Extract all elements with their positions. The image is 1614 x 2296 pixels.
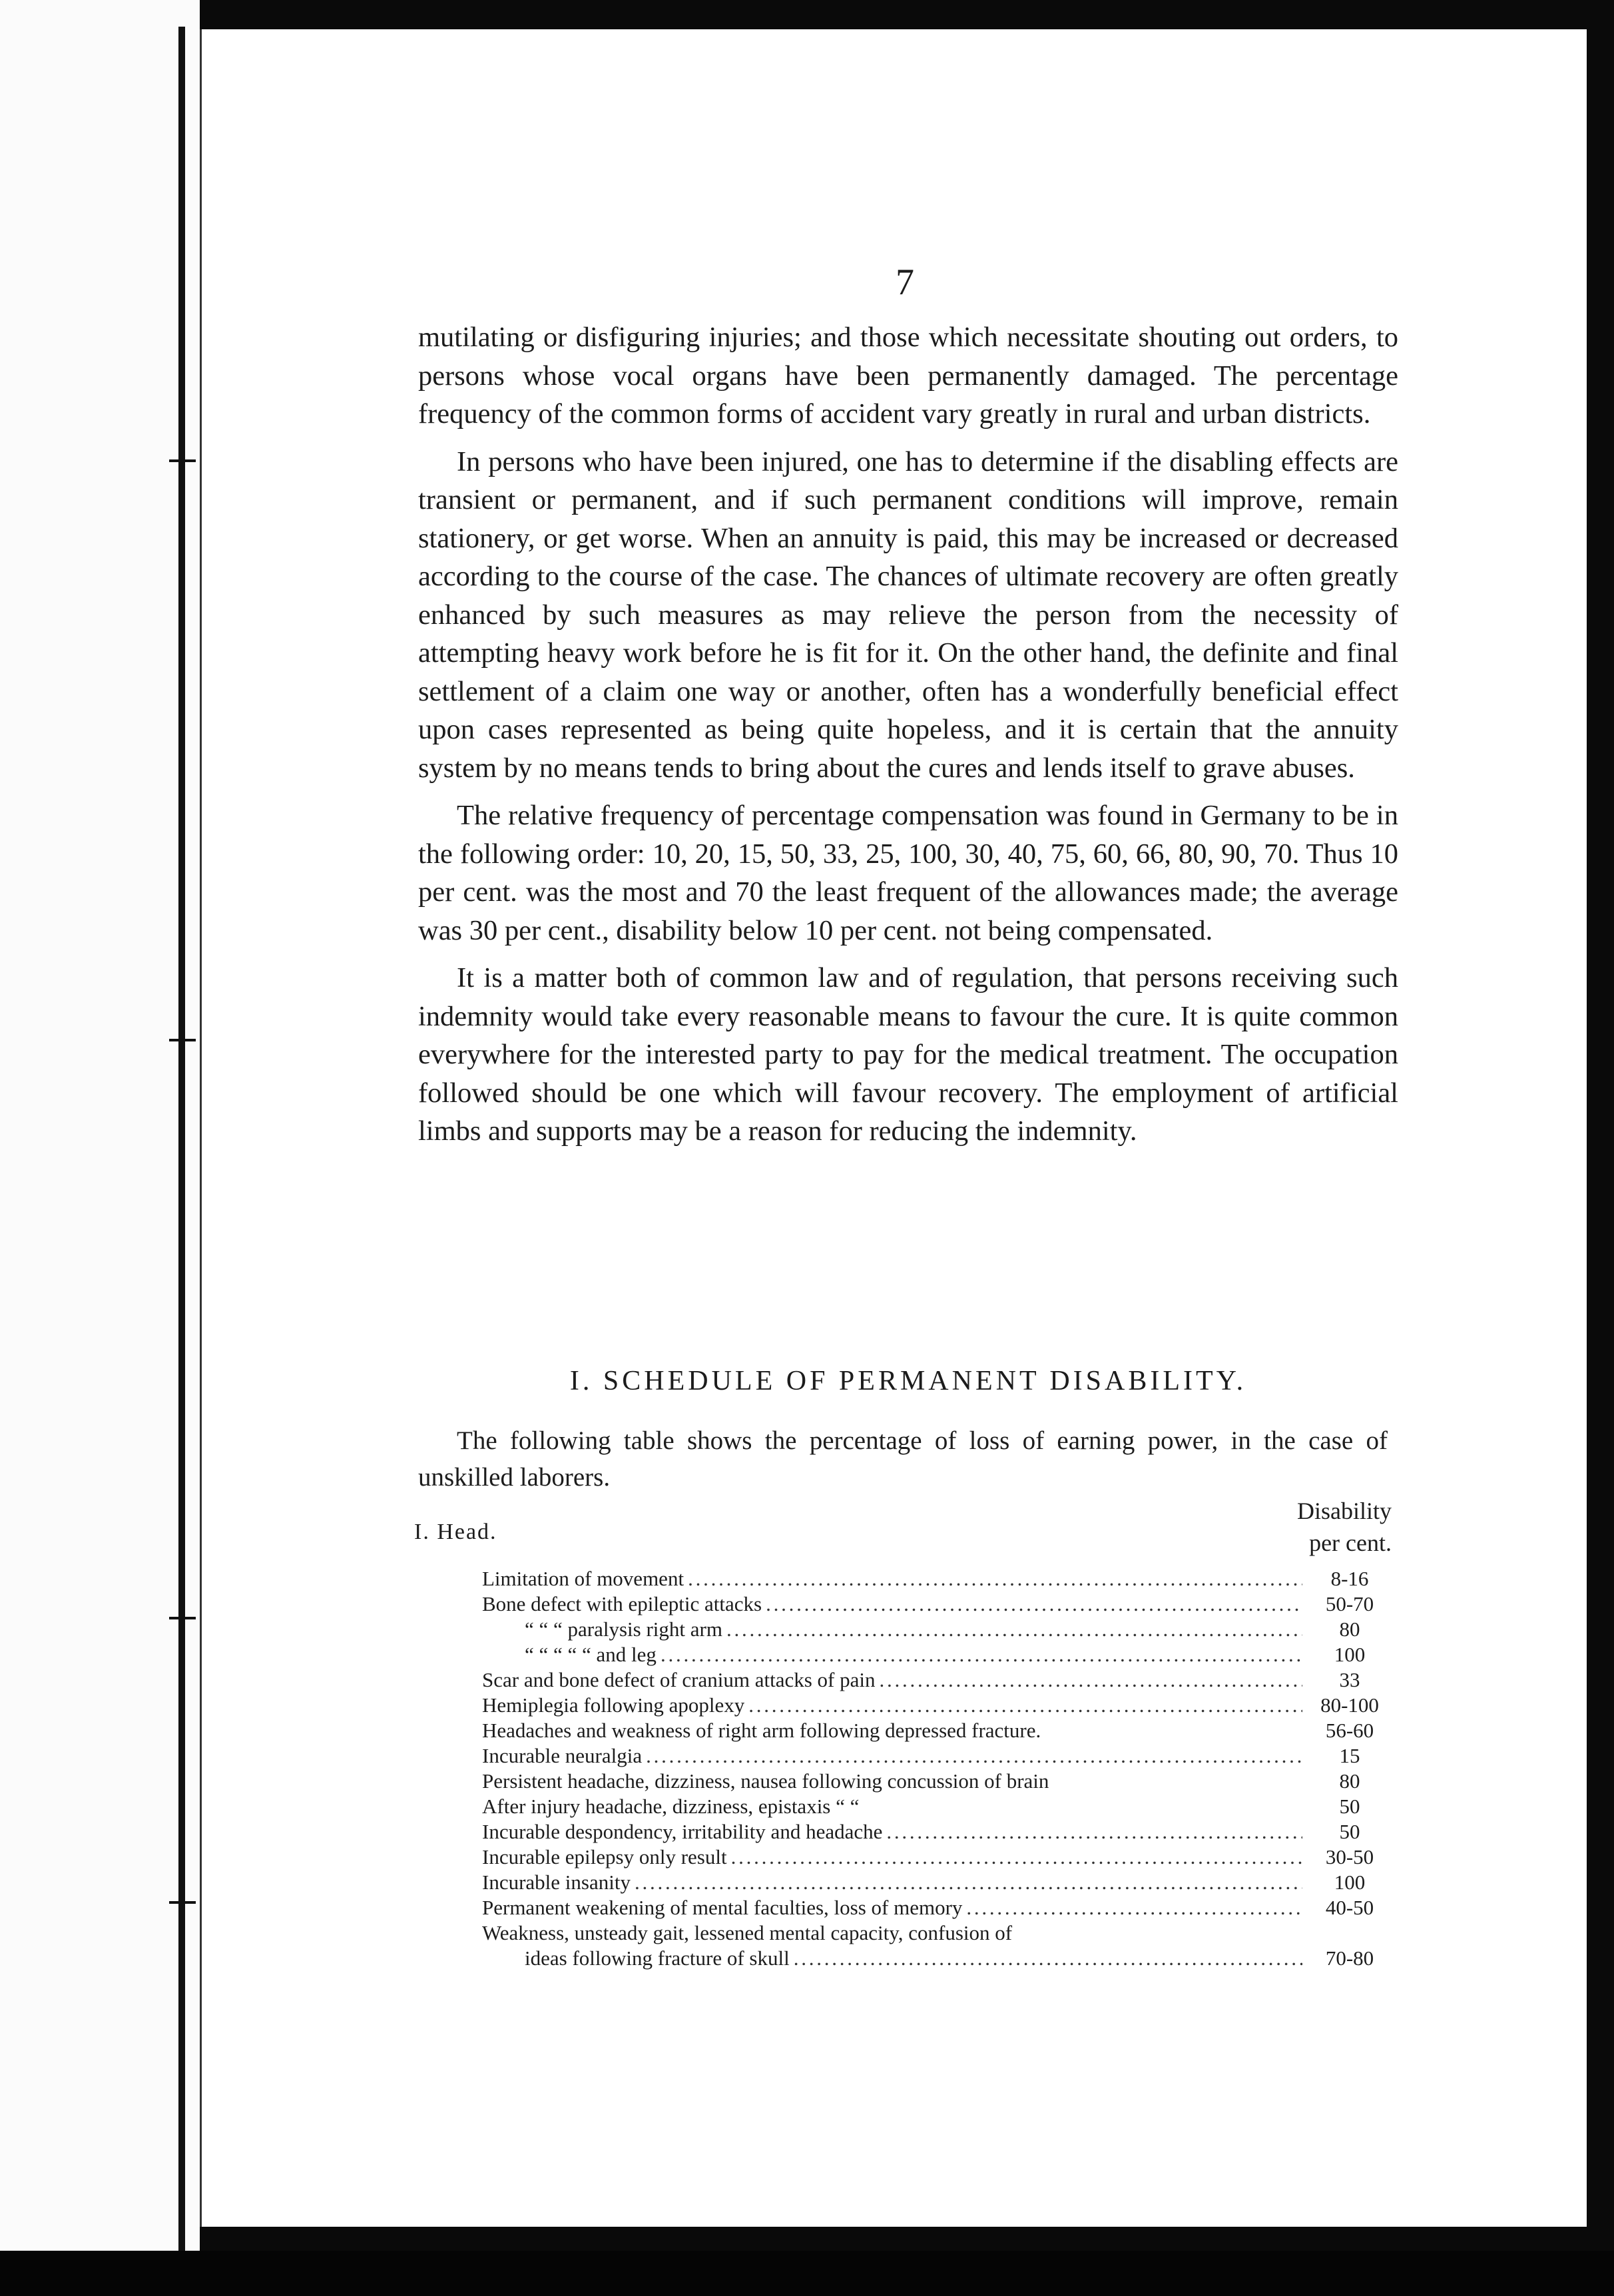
- binding-edge: [178, 27, 185, 2251]
- disability-schedule: [482, 1566, 1393, 1971]
- row-value: 100: [1334, 1870, 1366, 1894]
- schedule-row: [482, 1667, 1393, 1693]
- row-label: Headaches and weakness of right arm following depressed fracture.: [482, 1719, 1041, 1742]
- paragraph: The relative frequency of percentage compensation was found in Germany to be in the following order: 10, 20, 15, 50, 33, 25, 100, 30, 40, 75, 60, 66, 80, 90, 70. Thus 10 per cent. was the most and 70 the least frequent of the allowances made; the average was 30 per cent., disability below 10 per cent. not being compensated.: [418, 800, 1398, 946]
- schedule-row: [482, 1743, 1393, 1769]
- row-value: 80-100: [1320, 1693, 1379, 1717]
- row-label: Incurable epilepsy only result: [482, 1845, 727, 1868]
- row-label: Permanent weakening of mental faculties, loss of memory: [482, 1896, 963, 1919]
- leader-dots: [879, 1667, 1302, 1693]
- schedule-row: [482, 1895, 1393, 1920]
- schedule-row: [482, 1617, 1393, 1642]
- row-value: 30-50: [1325, 1845, 1374, 1868]
- row-value: 80: [1339, 1769, 1360, 1793]
- row-label: Incurable despondency, irritability and headache: [482, 1820, 883, 1843]
- binding-mark: [169, 459, 196, 462]
- row-label: Incurable neuralgia: [482, 1744, 643, 1767]
- row-label: Persistent headache, dizziness, nausea following concussion of brain: [482, 1769, 1049, 1793]
- column-header-line: per cent.: [1309, 1530, 1392, 1556]
- row-value: 40-50: [1325, 1896, 1374, 1919]
- row-label: “ “ “ “ “ and leg: [525, 1643, 657, 1666]
- schedule-row: [482, 1819, 1393, 1845]
- row-value: 56-60: [1325, 1719, 1374, 1742]
- category-heading: I. Head.: [414, 1520, 497, 1544]
- row-value: 15: [1339, 1744, 1360, 1767]
- schedule-row: [482, 1870, 1393, 1895]
- leader-dots: [886, 1819, 1302, 1845]
- leader-dots: [661, 1642, 1302, 1667]
- leader-dots: [966, 1895, 1302, 1920]
- schedule-row: [482, 1794, 1393, 1819]
- leader-dots: [726, 1617, 1302, 1642]
- row-value: 100: [1334, 1643, 1366, 1666]
- leader-dots: [635, 1870, 1302, 1895]
- schedule-row: [482, 1769, 1393, 1794]
- row-value: 8-16: [1330, 1567, 1369, 1590]
- row-label: Hemiplegia following apoplexy: [482, 1693, 745, 1717]
- leader-dots: [731, 1845, 1302, 1870]
- row-value: 50-70: [1325, 1592, 1374, 1615]
- page-number: 7: [896, 262, 914, 303]
- schedule-row: [482, 1693, 1393, 1718]
- table-intro: The following table shows the percentage of loss of earning power, in the case of unskilled laborers.: [418, 1426, 1388, 1492]
- binding-mark: [169, 1617, 196, 1619]
- schedule-row: [482, 1718, 1393, 1743]
- row-label: Bone defect with epileptic attacks: [482, 1592, 762, 1615]
- schedule-row: [482, 1920, 1393, 1946]
- row-value: 50: [1339, 1820, 1360, 1843]
- row-label: ideas following fracture of skull: [525, 1946, 790, 1970]
- row-label: Scar and bone defect of cranium attacks of pain: [482, 1668, 876, 1691]
- row-label: After injury headache, dizziness, epistaxis “ “: [482, 1795, 860, 1818]
- leader-dots: [646, 1743, 1302, 1769]
- row-label: Weakness, unsteady gait, lessened mental capacity, confusion of: [482, 1921, 1013, 1944]
- section-title: I. SCHEDULE OF PERMANENT DISABILITY.: [569, 1366, 1247, 1396]
- schedule-row: [482, 1566, 1393, 1591]
- row-label: Incurable insanity: [482, 1870, 631, 1894]
- schedule-row: [482, 1642, 1393, 1667]
- body-text: [418, 318, 1398, 1160]
- binding-mark: [169, 1901, 196, 1904]
- paragraph: mutilating or disfiguring injuries; and those which necessitate shouting out orders, to persons whose vocal organs have been permanently damaged. The percentage frequency of the common forms of accident vary greatly in rural and urban districts.: [418, 322, 1398, 430]
- row-value: 80: [1339, 1617, 1360, 1641]
- row-label: “ “ “ paralysis right arm: [525, 1617, 722, 1641]
- column-header: [1258, 1495, 1392, 1559]
- row-value: 70-80: [1325, 1946, 1374, 1970]
- schedule-row: [482, 1591, 1393, 1617]
- scan-bottom-border: [0, 2251, 1614, 2296]
- paragraph: In persons who have been injured, one has to determine if the disabling effects are transient or permanent, and if such permanent conditions will improve, remain stationery, or get worse. When an annuity is paid, this may be increased or decreased according to the course of the case. The chances of ultimate recovery are often greatly enhanced by such measures as may relieve the person from the necessity of attempting heavy work before he is fit for it. On the other hand, the definite and final settlement of a claim one way or another, often has a wonderfully beneficial effect upon cases represented as being quite hopeless, and it is certain that the annuity system by no means tends to bring about the cures and lends itself to grave abuses.: [418, 445, 1398, 784]
- column-header-line: Disability: [1297, 1498, 1392, 1524]
- row-value: 33: [1339, 1668, 1360, 1691]
- leader-dots: [794, 1946, 1302, 1971]
- row-value: 50: [1339, 1795, 1360, 1818]
- schedule-row: [482, 1845, 1393, 1870]
- binding-mark: [169, 1039, 196, 1041]
- leader-dots: [748, 1693, 1302, 1718]
- row-label: Limitation of movement: [482, 1567, 684, 1590]
- scan-left-margin: [0, 0, 200, 2296]
- leader-dots: [766, 1591, 1302, 1617]
- paragraph: It is a matter both of common law and of regulation, that persons receiving such indemnity would take every reasonable means to favour the cure. It is quite common everywhere for the interested party to pay for the medical treatment. The occupation followed should be one which will favour recovery. The employment of artificial limbs and supports may be a reason for reducing the indemnity.: [418, 962, 1398, 1147]
- schedule-row: [482, 1946, 1393, 1971]
- leader-dots: [688, 1566, 1302, 1591]
